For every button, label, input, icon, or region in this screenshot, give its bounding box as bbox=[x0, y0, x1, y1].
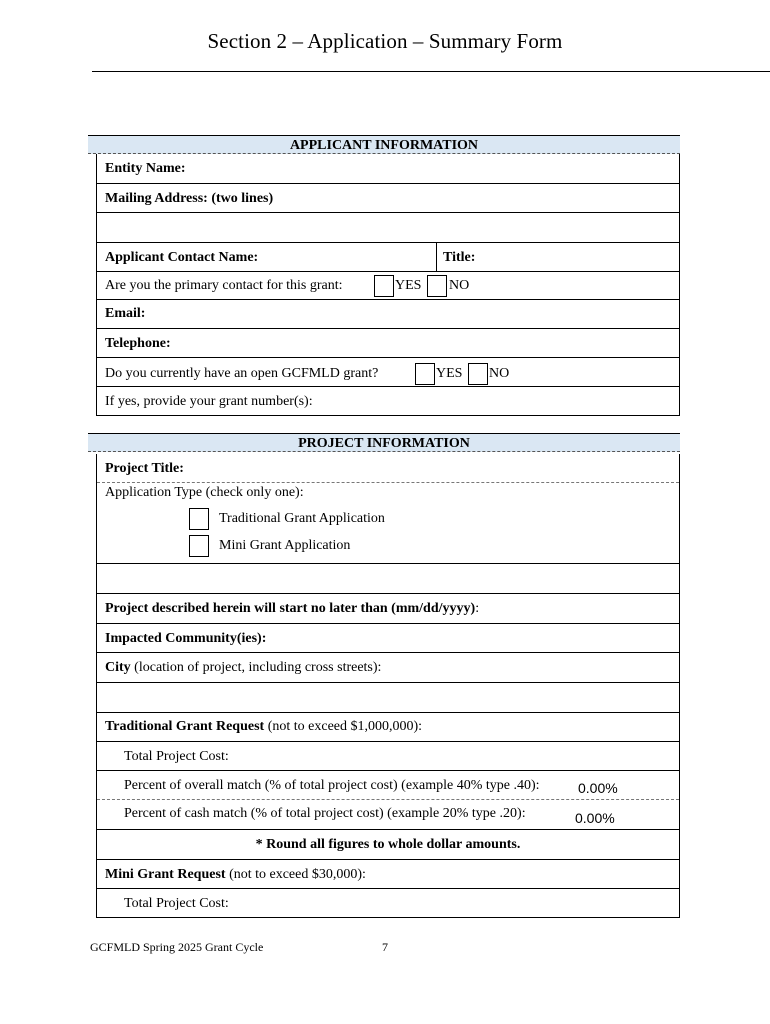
total-project-cost-label: Total Project Cost: bbox=[124, 749, 229, 764]
mailing-address-row[interactable] bbox=[97, 183, 679, 212]
contact-title-divider bbox=[436, 243, 437, 271]
traditional-request-label: Traditional Grant Request bbox=[105, 719, 265, 734]
round-note: * Round all figures to whole dollar amounts. bbox=[255, 837, 521, 852]
applicant-info-header: APPLICANT INFORMATION bbox=[88, 135, 680, 154]
application-type-label: Application Type (check only one): bbox=[105, 485, 304, 500]
round-note-row bbox=[97, 829, 679, 859]
overall-match-value[interactable]: 0.00% bbox=[578, 780, 618, 796]
primary-contact-no-label: NO bbox=[449, 278, 470, 293]
mini-request-limit: (not to exceed $30,000): bbox=[225, 867, 366, 882]
title-rule bbox=[92, 71, 770, 72]
mailing-address-line-2[interactable] bbox=[97, 212, 679, 242]
start-date-text bbox=[105, 601, 479, 617]
cash-match-row[interactable] bbox=[97, 799, 679, 829]
email-label: Email: bbox=[105, 306, 146, 321]
grant-numbers-label: If yes, provide your grant number(s): bbox=[105, 394, 313, 409]
city-text bbox=[105, 660, 381, 676]
application-type-row bbox=[97, 482, 679, 563]
project-info-table bbox=[96, 454, 680, 918]
start-date-row[interactable] bbox=[97, 593, 679, 623]
project-title-row[interactable] bbox=[97, 454, 679, 482]
mini-grant-checkbox[interactable] bbox=[189, 535, 209, 557]
overall-match-row[interactable] bbox=[97, 770, 679, 799]
traditional-request-row bbox=[97, 712, 679, 741]
open-grant-yes-checkbox[interactable] bbox=[415, 363, 435, 385]
contact-name-label: Applicant Contact Name: bbox=[105, 250, 259, 265]
primary-contact-question: Are you the primary contact for this grant: bbox=[105, 278, 343, 293]
start-date-colon: : bbox=[475, 601, 480, 616]
page-title: Section 2 – Application – Summary Form bbox=[207, 29, 563, 53]
blank-row-2[interactable] bbox=[97, 682, 679, 712]
mini-request-label: Mini Grant Request bbox=[105, 867, 226, 882]
impacted-community-row[interactable] bbox=[97, 623, 679, 652]
entity-name-row[interactable] bbox=[97, 154, 679, 183]
mailing-address-label: Mailing Address: (two lines) bbox=[105, 191, 274, 206]
title-label: Title: bbox=[443, 250, 476, 265]
project-title-label: Project Title: bbox=[105, 461, 184, 476]
project-info-header: PROJECT INFORMATION bbox=[88, 433, 680, 452]
overall-match-label: Percent of overall match (% of total project cost) (example 40% type .40): bbox=[124, 778, 540, 793]
applicant-info-table bbox=[96, 154, 680, 416]
impacted-community-label: Impacted Community(ies): bbox=[105, 631, 267, 646]
mini-request-text bbox=[105, 867, 366, 883]
traditional-request-text bbox=[105, 719, 422, 735]
mini-grant-label: Mini Grant Application bbox=[219, 538, 351, 553]
city-row[interactable] bbox=[97, 652, 679, 682]
city-description: (location of project, including cross streets): bbox=[130, 660, 382, 675]
open-grant-row bbox=[97, 357, 679, 386]
open-grant-question: Do you currently have an open GCFMLD grant? bbox=[105, 366, 379, 381]
total-project-cost-row[interactable] bbox=[97, 741, 679, 770]
primary-contact-row bbox=[97, 271, 679, 299]
cash-match-label: Percent of cash match (% of total project cost) (example 20% type .20): bbox=[124, 806, 526, 821]
footer-cycle: GCFMLD Spring 2025 Grant Cycle bbox=[90, 940, 264, 954]
primary-contact-yes-checkbox[interactable] bbox=[374, 275, 394, 297]
contact-title-row bbox=[97, 242, 679, 271]
telephone-label: Telephone: bbox=[105, 336, 171, 351]
entity-name-label: Entity Name: bbox=[105, 161, 186, 176]
mini-total-project-cost-label: Total Project Cost: bbox=[124, 896, 229, 911]
city-label: City bbox=[105, 660, 131, 675]
mini-request-row bbox=[97, 859, 679, 888]
primary-contact-no-checkbox[interactable] bbox=[427, 275, 447, 297]
cash-match-value[interactable]: 0.00% bbox=[575, 810, 615, 826]
traditional-grant-checkbox[interactable] bbox=[189, 508, 209, 530]
email-row[interactable] bbox=[97, 299, 679, 328]
open-grant-no-checkbox[interactable] bbox=[468, 363, 488, 385]
primary-contact-yes-label: YES bbox=[395, 278, 422, 293]
telephone-row[interactable] bbox=[97, 328, 679, 357]
open-grant-yes-label: YES bbox=[436, 366, 463, 381]
grant-numbers-row[interactable] bbox=[97, 386, 679, 416]
mini-total-project-cost-row[interactable] bbox=[97, 888, 679, 918]
start-date-label: Project described herein will start no later than (mm/dd/yyyy) bbox=[105, 601, 476, 616]
page-number: 7 bbox=[382, 940, 388, 954]
traditional-grant-label: Traditional Grant Application bbox=[219, 511, 385, 526]
blank-row-1[interactable] bbox=[97, 563, 679, 593]
traditional-request-limit: (not to exceed $1,000,000): bbox=[264, 719, 423, 734]
open-grant-no-label: NO bbox=[489, 366, 510, 381]
